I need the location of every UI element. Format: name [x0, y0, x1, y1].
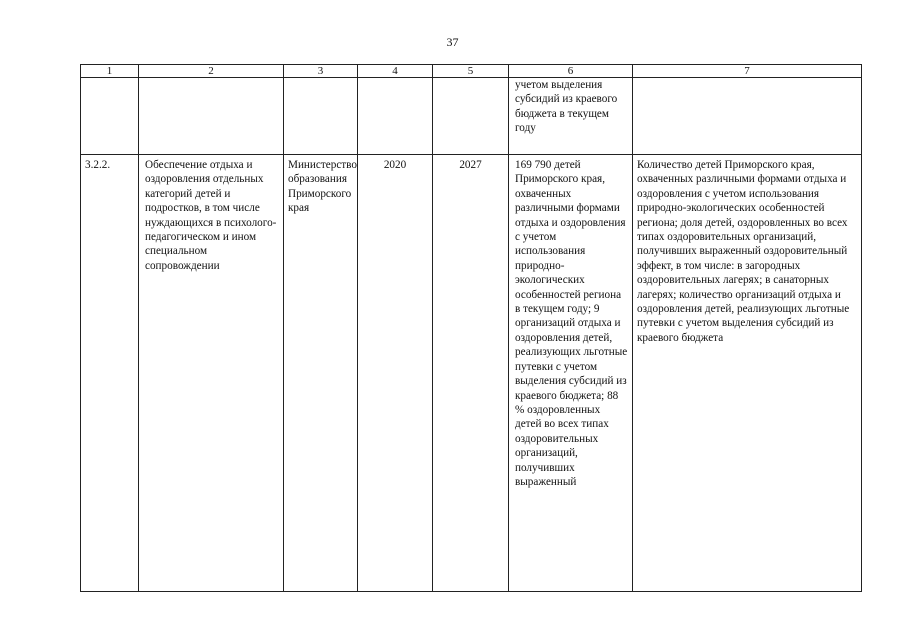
column-number-4: 4 [358, 65, 433, 78]
event-description: Обеспечение отдыха и оздоровления отдельных категорий детей и подростков, в том числе нуждающихся в психолого-педагогическом и ином специальном сопровождении [139, 155, 284, 592]
column-number-7: 7 [633, 65, 862, 78]
target-indicators: Количество детей Приморского края, охваченных различными формами отдыха и оздоровления с учетом использования природно-экологических особенностей региона; доля детей, оздоровленных во всех типах оздоровительных организаций, получивших выраженный оздоровительный эффект, в том числе: в загородных оздоровительных лагерях; в санаторных лагерях; количество организаций отдыха и оздоровления детей, реализующих льготные путевки с учетом выделения субсидий из краевого бюджета [633, 155, 862, 592]
page-number: 37 [446, 35, 459, 49]
column-number-row [81, 65, 862, 78]
row-3-2-2 [81, 155, 862, 592]
column-number-3: 3 [284, 65, 358, 78]
column-number-2: 2 [139, 65, 284, 78]
cont-cell-2 [139, 78, 284, 155]
column-number-5: 5 [433, 65, 509, 78]
column-number-1: 1 [81, 65, 139, 78]
responsible-executor: Министерство образования Приморского края [284, 155, 358, 592]
expected-result: 169 790 детей Приморского края, охваченных различными формами отдыха и оздоровления с учетом использования природно-экологических особенностей региона в текущем году; 9 организаций отдыха и оздоровления детей, реализующих льготные путевки с учетом выделения субсидий из краевого бюджета; 88 % оздоровленных детей во всех типах оздоровительных организаций, получивших выраженный [509, 155, 633, 592]
continuation-row [81, 78, 862, 155]
cont-cell-1 [81, 78, 139, 155]
column-number-6: 6 [509, 65, 633, 78]
row-number: 3.2.2. [81, 155, 139, 592]
cont-cell-5 [433, 78, 509, 155]
cont-cell-3 [284, 78, 358, 155]
start-year: 2020 [358, 155, 433, 592]
cont-cell-4 [358, 78, 433, 155]
end-year: 2027 [433, 155, 509, 592]
cont-cell-7 [633, 78, 862, 155]
cont-result-text: учетом выделения субсидий из краевого бюджета в текущем году [509, 78, 633, 155]
program-table [80, 64, 862, 592]
